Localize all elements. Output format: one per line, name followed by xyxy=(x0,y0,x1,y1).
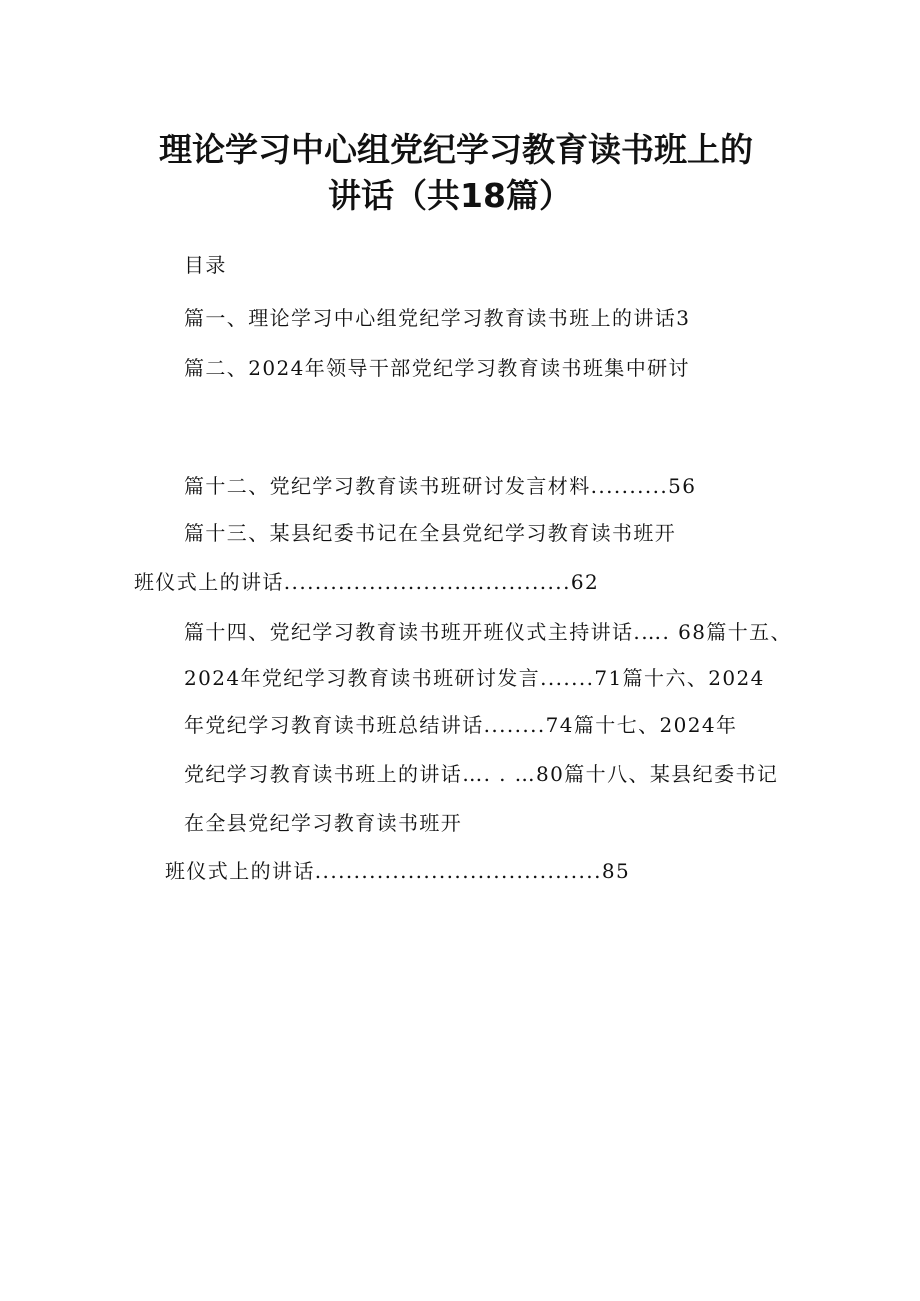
toc-entry: 2024年党纪学习教育读书班研讨发言.......71篇十六、2024 xyxy=(184,666,765,690)
document-title-line-1: 理论学习中心组党纪学习教育读书班上的 xyxy=(159,130,753,169)
toc-heading: 目录 xyxy=(184,253,227,277)
toc-entry: 在全县党纪学习教育读书班开 xyxy=(184,811,463,835)
toc-entry: 篇一、理论学习中心组党纪学习教育读书班上的讲话3 xyxy=(184,306,691,330)
toc-entry: 篇十二、党纪学习教育读书班研讨发言材料..........56 xyxy=(184,474,697,498)
toc-entry: 篇十三、某县纪委书记在全县党纪学习教育读书班开 xyxy=(184,521,677,545)
toc-entry: 篇二、2024年领导干部党纪学习教育读书班集中研讨 xyxy=(184,356,690,380)
toc-entry: 年党纪学习教育读书班总结讲话........74篇十七、2024年 xyxy=(184,713,738,737)
toc-entry: 班仪式上的讲话.....................................85 xyxy=(165,859,631,883)
toc-entry: 篇十四、党纪学习教育读书班开班仪式主持讲话.…. 68篇十五、 xyxy=(184,620,792,644)
document-title-line-2: 讲话（共18篇） xyxy=(328,176,572,215)
toc-entry: 党纪学习教育读书班上的讲话…. . …80篇十八、某县纪委书记 xyxy=(184,762,779,786)
toc-entry: 班仪式上的讲话.....................................62 xyxy=(134,570,600,594)
